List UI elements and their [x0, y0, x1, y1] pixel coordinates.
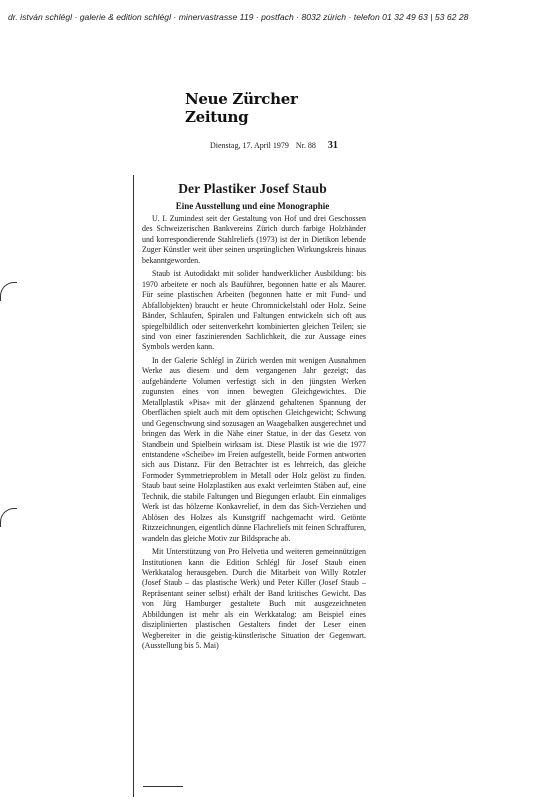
article-headline: Der Plastiker Josef Staub — [178, 181, 327, 196]
clipping-margin-line — [133, 175, 134, 797]
issue-number: Nr. 88 — [295, 141, 316, 150]
article-body — [142, 214, 366, 655]
article-subheadline: Eine Ausstellung und eine Monographie — [175, 201, 330, 211]
issue-line — [210, 140, 350, 151]
closing-rule — [143, 786, 183, 787]
article-paragraph-4: Mit Unterstützung von Pro Helvetia und weiteren gemeinnützigen Institutionen kann die Edition Schlégl für Josef Staub einen Werkkatalog herausgeben. Durch die Mitarbeit von Willy Rotzler (Josef Staub – das plastische Werk) und Peter Killer (Josef Staub – Repräsentant seiner selbst) erhält der Band kritisches Gewicht. Das von Jürg Hamburger gestaltete Buch mit ausgezeichneten Abbildungen ist mehr als ein Werkkatalog: am Beispiel eines disziplinierten plastischen Gestalters findet der Leser einen Wegbereiter in die geistig-künstlerische Situation der Gegenwart. (Ausstellung bis 5. Mai) — [142, 547, 366, 651]
issue-date: Dienstag, 17. April 1979 — [210, 141, 289, 150]
article-paragraph-3: In der Galerie Schlégl in Zürich werden mit wenigen Ausnahmen Werke aus diesem und dem vergangenen Jahr gezeigt; das aufgebänderte Volumen verfestigt sich in den jüngsten Werken zugunsten eines von innen bewegten Gleichgewichtes. Die Metallplastik «Pisa» mit der glänzend gehaltenen Spannung der Oberflächen spielt auch mit dem optischen Gleichgewicht; Schwung und Gegenschwung sind sozusagen an Waagebalken ausgerechnet und bringen das Werk in die Nähe einer Statue, in der das Gesetz von Standbein und Spielbein wirksam ist. Diese Plastik ist wie die 1977 entstandene «Scheibe» im Freien aufgestellt, beide Formen antworten sich aus Distanz. Für den Betrachter ist es lehrreich, das gleiche Formoder Symmetrieproblem in Metall oder Holz gelöst zu finden. Staub baut seine Holzplastiken aus exakt verleimten Stäben auf, eine Technik, die stabile Faltungen und Biegungen erlaubt. Ein einmaliges Werk ist das hölzerne Konkavrelief, in dem das Sich-Verziehen und Ablösen des Holzes als Kunstgriff nachgemacht wird. Getönte Ritzzeichnungen, eigentlich dünne Flachreliefs mit feinen Schraffuren, wandeln das gleiche Motiv zur Bildsprache ab. — [142, 355, 366, 543]
article-paragraph-2: Staub ist Autodidakt mit solider handwerklicher Ausbildung: bis 1970 arbeitete er noch als Bauführer, begonnen hatte er als Maurer. Für seine plastischen Arbeiten (begonnen hatte er mit Fund- und Abfallobjekten) braucht er heute Chromnickelstahl oder Holz. Seine Bänder, Schlaufen, Spiralen und Faltungen entwickeln sich oft aus spiegelbildlich oder seitenverkehrt kombinierten gleichen Teilen; sie sind von einer faszinierenden Sachlichkeit, die zur Aussage eines Symbols werden kann. — [142, 269, 366, 352]
margin-mark-top — [0, 282, 17, 301]
article-paragraph-1: U. I. Zumindest seit der Gestaltung von Hof und drei Geschossen des Schweizerischen Bankvereins Zürich durch farbige Holzbänder und korrespondierende Stahlreliefs (1973) ist der in Dietikon lebende Zuger Künstler weit über seinen ursprünglichen Wirkungskreis hinaus bekanntgeworden. — [142, 214, 366, 265]
newspaper-masthead: Neue Zürcher Zeitung — [185, 90, 298, 126]
margin-mark-bottom — [0, 508, 17, 527]
letterhead: dr. istván schlégl · galerie & edition schlégl · minervastrasse 119 · postfach · 8032 zürich · telefon 01 32 49 63 | 53 62 28 — [8, 12, 469, 22]
page-number: 31 — [327, 140, 338, 151]
